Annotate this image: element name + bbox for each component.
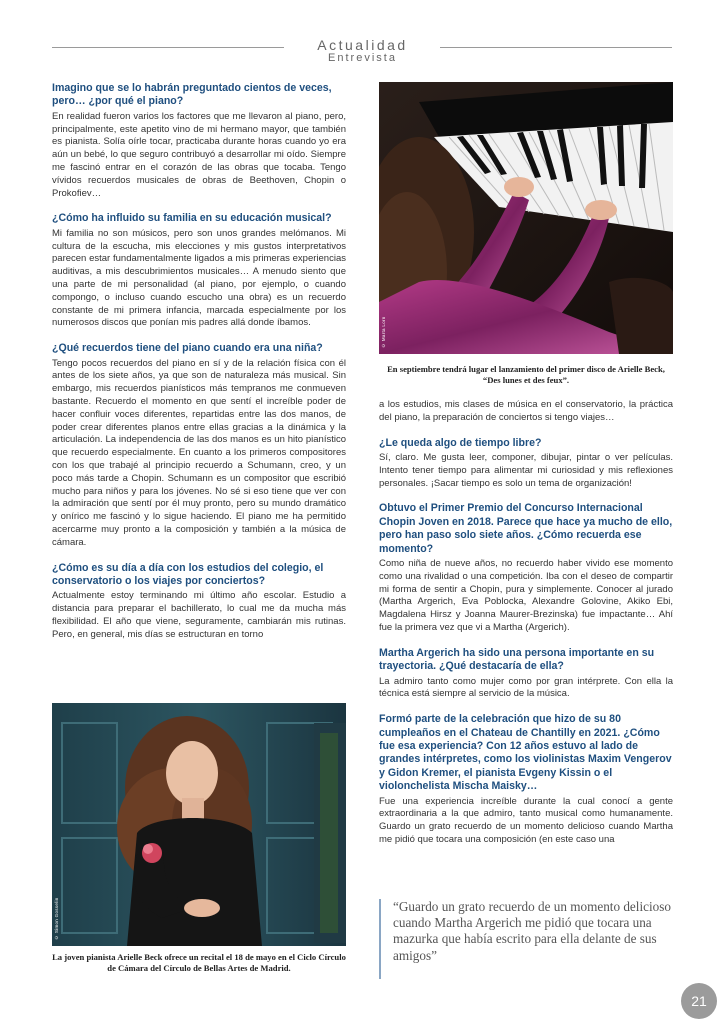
question: Formó parte de la celebración que hizo de su 80 cumpleaños en el Chateau de Chantilly en 2021. ¿Cómo fue esa experiencia? Con 12 años estuvo al lado de grandes intérpretes, como los violinistas Maxim Vengerov y Gidon Kremer, el pianista Evgeny Kissin o el violonchelista Mischa Maisky… xyxy=(379,713,672,793)
question: ¿Qué recuerdos tiene del piano cuando era una niña? xyxy=(52,342,323,355)
question: Martha Argerich ha sido una persona importante en su trayectoria. ¿Qué destacaría de ella? xyxy=(379,646,655,673)
qa-block xyxy=(379,399,673,425)
answer: Fue una experiencia increíble durante la cual conocí a gente extraordinaria a la que admiro, tanto musical como humanamente. Guardo un grato recuerdo de un momento delicioso cuando Martha me pidió que tocara una composición (en este caso una xyxy=(379,795,673,846)
answer: Como niña de nueve años, no recuerdo haber vivido ese momento como una rivalidad o una competición. Iba con el deseo de compartir mi forma de sentir a Chopin, pura y simplemente. Conocer al jurado (Martha Argerich, Eva Poblocka, Alexandre Golovine, Akiko Ebi, Magdalena Hirsz y Joanna Maurer-Brezinska) fue impactante… Ahí fue la primera vez que vi a Martha (Argerich). xyxy=(379,558,673,633)
qa-block xyxy=(379,713,673,847)
question: Obtuvo el Primer Premio del Concurso Internacional Chopin Joven en 2018. Parece que hace ya mucho de ello, pero han paso solo siete años. ¿Cómo recuerda ese momento? xyxy=(379,502,673,555)
portrait-photo-illustration xyxy=(52,703,346,946)
photo-credit: © Marta Lorn xyxy=(381,316,386,348)
answer: Tengo pocos recuerdos del piano en sí y de la relación física con él antes de los siete años, ya que son de naturaleza más musical. Sin embargo, mis recuerdos pianísticos más tempranos me conmueven bastante. Recuerdo el momento en que sentí el increíble poder de hacer confluir voces diferentes, repartidas entre las dos manos, de poder crear diferentes planos entre ellas gracias a la dinámica y la articulación. La independencia de las dos manos es un hito pianístico que recuerdo especialmente. En cuanto a los primeros compositores con los que trabajé al principio recuerdo a Schumann, creo, y un poco más tarde a Chopin. Schumann es un compositor que escribió mucho para niños y para los jóvenes. No sé si eso tiene que ver con la admiración que sentí por él muy pronto, pero su mundo dramático y onírico me fascinó y lo sigue haciendo. El piano me ha permitido acercarme muy pronto a la composición y también a la música de cámara. xyxy=(52,357,346,548)
piano-photo-illustration xyxy=(379,82,673,354)
qa-block xyxy=(379,647,673,701)
qa-block xyxy=(52,82,346,200)
question: ¿Cómo ha influido su familia en su educación musical? xyxy=(52,212,332,225)
question: Imagino que se lo habrán preguntado cientos de veces, pero… ¿por qué el piano? xyxy=(52,82,332,108)
photo-credit: © Simon Gosselin xyxy=(54,897,59,940)
answer: Actualmente estoy terminando mi último año escolar. Estudio a distancia para preparar el bachillerato, lo cual me da mucha más flexibilidad. El año que viene, seguramente, cambiarán mis rutinas. Pero, en general, mis días se estructuran en torno xyxy=(52,590,346,640)
answer: a los estudios, mis clases de música en el conservatorio, la práctica del piano, la preparación de conciertos si tengo viajes… xyxy=(379,399,673,423)
qa-block xyxy=(52,342,346,549)
photo-piano-hands xyxy=(379,82,673,354)
answer: Sí, claro. Me gusta leer, componer, dibujar, pintar o ver películas. Intento tener tiempo para alimentar mi curiosidad y mis reflexiones personales. ¡Sacar tiempo es solo un tema de organización! xyxy=(379,452,673,489)
question: ¿Cómo es su día a día con los estudios del colegio, el conservatorio o los viajes por conciertos? xyxy=(52,561,324,587)
qa-block xyxy=(52,562,346,642)
question: ¿Le queda algo de tiempo libre? xyxy=(379,436,542,449)
section-subtitle: Entrevista xyxy=(328,52,397,64)
photo-caption: En septiembre tendrá lugar el lanzamiento del primer disco de Arielle Beck, “Des lunes et des feux”. xyxy=(387,364,665,385)
qa-block xyxy=(379,437,673,491)
answer: La admiro tanto como mujer como por gran intérprete. Con ella la técnica está siempre al servicio de la música. xyxy=(379,675,673,700)
section-title: Actualidad xyxy=(317,37,408,53)
right-column xyxy=(379,399,673,859)
answer: Mi familia no son músicos, pero son unos grandes melómanos. Mi cultura de la escucha, mis elecciones y mis gustos interpretativos parecen estar fundamentalmente ligados a mis primeras experiencias auditivas, a mis descubrimientos musicales… A menudo siento que una parte de mi personalidad (al piano, por ejemplo, o cuando compongo, o incluso cuando escucho una obra) es un recuerdo constante de mi primera infancia, marcada especialmente por los numerosos discos que ponían mis padres allá donde íbamos. xyxy=(52,227,346,329)
left-column xyxy=(52,82,346,654)
page-number: 21 xyxy=(681,983,717,1019)
photo-portrait xyxy=(52,703,346,946)
pull-quote: “Guardo un grato recuerdo de un momento delicioso cuando Martha Argerich me pidió que tocara una mazurka que había escrito para ella delante de sus amigos” xyxy=(379,899,675,979)
page-header xyxy=(0,36,725,66)
qa-block xyxy=(52,212,346,330)
qa-block xyxy=(379,502,673,634)
photo-caption: La joven pianista Arielle Beck ofrece un recital el 18 de mayo en el Ciclo Círculo de Cámara del Círculo de Bellas Artes de Madrid. xyxy=(52,952,346,973)
answer: En realidad fueron varios los factores que me llevaron al piano, pero, principalmente, este apetito vino de mi hermano mayor, que también es pianista. Solía oírle tocar, practicaba durante horas cuando yo era aún un bebé, lo que seguro contribuyó a desarrollar mi oído. Siempre me fascinó entrar en el corazón de las obras que tocaba. Tengo vívidos recuerdos musicales de obras de Beethoven, Chopin o Prokofiev… xyxy=(52,110,346,199)
